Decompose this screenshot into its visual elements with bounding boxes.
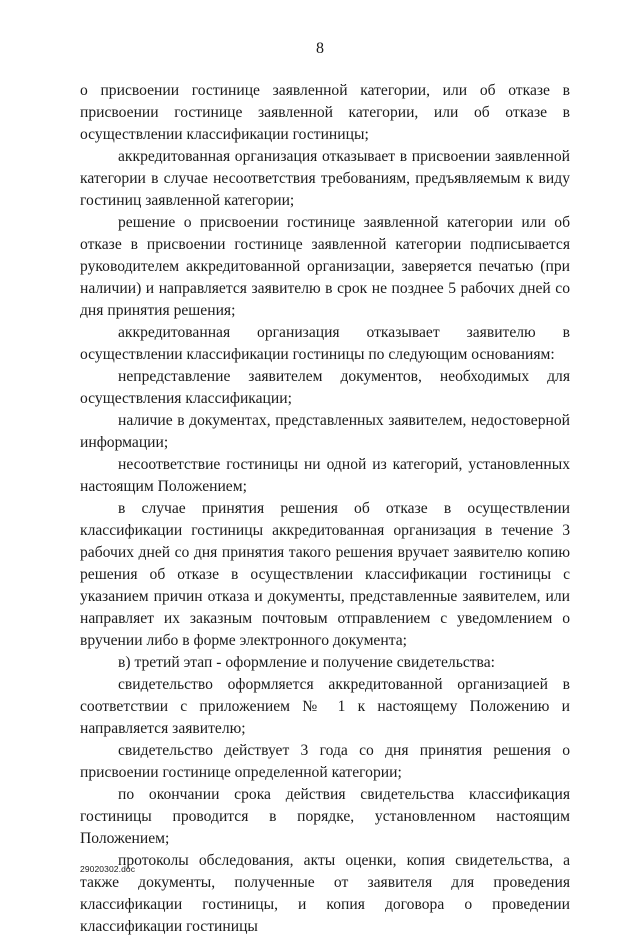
paragraph: по окончании срока действия свидетельства классификация гостиницы проводится в порядке, установленном настоящим Положением; — [80, 786, 570, 847]
file-name-footer: 29020302.doc — [80, 864, 136, 874]
paragraph: непредставление заявителем документов, необходимых для осуществления классификации; — [80, 368, 570, 407]
paragraph: аккредитованная организация отказывает в присвоении заявленной категории в случае несоответствия требованиям, предъявляемым к виду гостиниц заявленной категории; — [80, 148, 570, 209]
document-body — [80, 80, 570, 938]
paragraph: несоответствие гостиницы ни одной из категорий, установленных настоящим Положением; — [80, 456, 570, 495]
paragraph: наличие в документах, представленных заявителем, недостоверной информации; — [80, 412, 570, 451]
paragraph: протоколы обследования, акты оценки, копия свидетельства, а также документы, полученные от заявителя для проведения классификации гостиницы, и копия договора о проведении классификации гостиницы — [80, 852, 570, 935]
page-number: 8 — [316, 40, 324, 57]
paragraph: свидетельство действует 3 года со дня принятия решения о присвоении гостинице определенной категории; — [80, 742, 570, 781]
paragraph: решение о присвоении гостинице заявленной категории или об отказе в присвоении гостинице заявленной категории подписывается руководителем аккредитованной организации, заверяется печатью (при наличии) и направляется заявителю в срок не позднее 5 рабочих дней со дня принятия решения; — [80, 214, 570, 319]
paragraph: свидетельство оформляется аккредитованной организацией в соответствии с приложением № 1 к настоящему Положению и направляется заявителю; — [80, 676, 570, 737]
paragraph: в случае принятия решения об отказе в осуществлении классификации гостиницы аккредитованная организация в течение 3 рабочих дней со дня принятия такого решения вручает заявителю копию решения об отказе в осуществлении классификации гостиницы с указанием причин отказа и документы, представленные заявителем, или направляет их заказным почтовым отправлением с уведомлением о вручении либо в форме электронного документа; — [80, 500, 570, 649]
paragraph: аккредитованная организация отказывает заявителю в осуществлении классификации гостиницы по следующим основаниям: — [80, 324, 570, 363]
paragraph: в) третий этап - оформление и получение свидетельства: — [118, 654, 495, 671]
paragraph: о присвоении гостинице заявленной категории, или об отказе в присвоении гостинице заявленной категории, или об отказе в осуществлении классификации гостиницы; — [80, 82, 570, 143]
